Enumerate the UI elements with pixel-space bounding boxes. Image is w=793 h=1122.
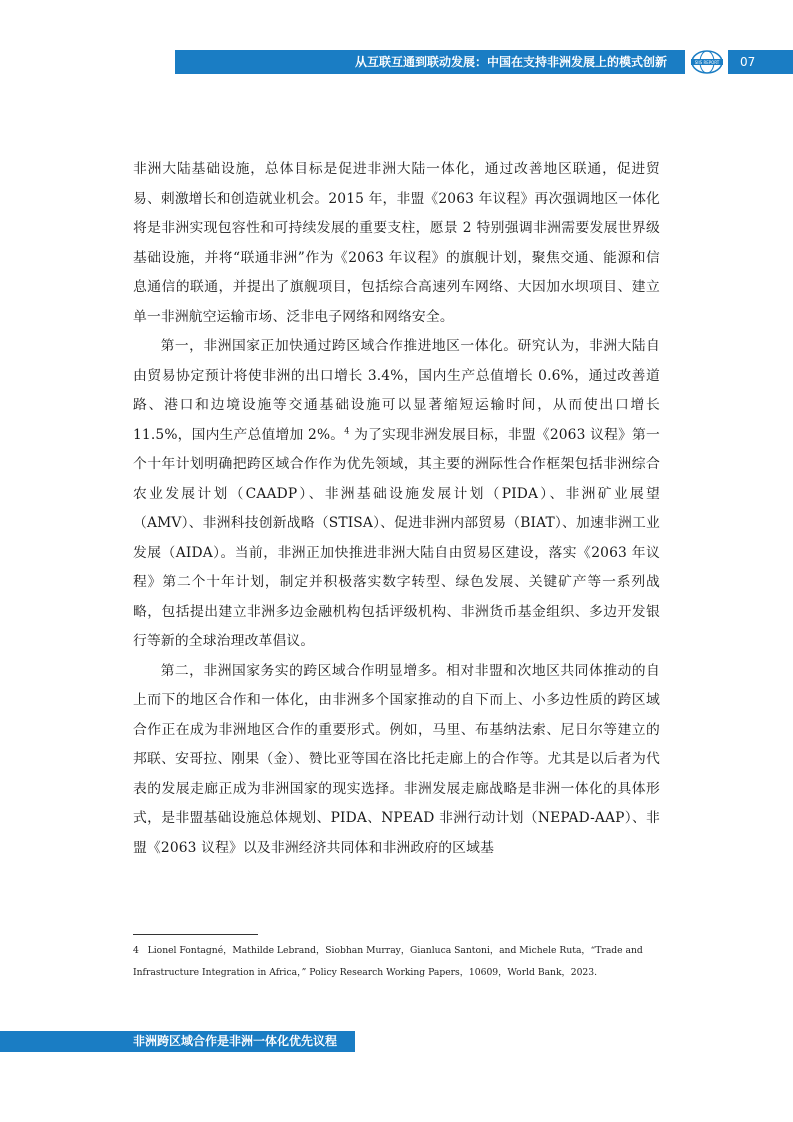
paragraph-1: 非洲大陆基础设施，总体目标是促进非洲大陆一体化，通过改善地区联通，促进贸易、刺激增长和创造就业机会。2015 年，非盟《2063 年议程》再次强调地区一体化将是非洲实现包容性和可持续发展的重要支柱，愿景 2 特别强调非洲需要发展世界级基础设施，并将“联通非洲”作为《2063 年议程》的旗舰计划，聚焦交通、能源和信息通信的联通，并提出了旗舰项目，包括综合高速列车网络、大因加水坝项目、建立单一非洲航空运输市场、泛非电子网络和网络安全。 — [133, 161, 660, 325]
main-content — [133, 155, 660, 863]
footnote — [133, 940, 660, 984]
siis-report-logo — [690, 50, 724, 74]
paragraph-3: 第二，非洲国家务实的跨区域合作明显增多。相对非盟和次地区共同体推动的自上而下的地区合作和一体化，由非洲多个国家推动的自下而上、小多边性质的跨区域合作正在成为非洲地区合作的重要形式。例如，马里、布基纳法索、尼日尔等建立的邦联、安哥拉、刚果（金）、赞比亚等国在洛比托走廊上的合作等。尤其是以后者为代表的发展走廊正成为非洲国家的现实选择。非洲发展走廊战略是非洲一体化的具体形式，是非盟基础设施总体规划、PIDA、NPEAD 非洲行动计划（NEPAD-AAP）、非盟《2063 议程》以及非洲经济共同体和非洲政府的区域基 — [133, 662, 660, 856]
footer-bar — [0, 1031, 355, 1052]
footnote-number: 4 — [133, 945, 139, 956]
footnote-divider — [133, 934, 258, 935]
header-title: 从互联互通到联动发展：中国在支持非洲发展上的模式创新 — [354, 55, 667, 69]
paragraph-2 — [133, 332, 660, 657]
footer-section-title: 非洲跨区域合作是非洲一体化优先议程 — [133, 1034, 338, 1048]
page-number-box — [728, 50, 793, 74]
footnote-ref: 4 — [344, 425, 350, 435]
logo-text: SIIS REPORT — [694, 60, 720, 65]
page-number: 07 — [740, 55, 756, 69]
header-bar — [175, 50, 685, 74]
paragraph-2-continued: 为了实现非洲发展目标，非盟《2063 议程》第一个十年计划明确把跨区域合作作为优先领域，其主要的洲际性合作框架包括非洲综合农业发展计划（CAADP）、非洲基础设施发展计划（PIDA）、非洲矿业展望（AMV）、非洲科技创新战略（STISA）、促进非洲内部贸易（BIAT）、加速非洲工业发展（AIDA）。当前，非洲正加快推进非洲大陆自由贸易区建设，落实《2063 年议程》第二个十年计划，制定并积极落实数字转型、绿色发展、关键矿产等一系列战略，包括提出建立非洲多边金融机构包括评级机构、非洲货币基金组织、多边开发银行等新的全球治理改革倡议。 — [133, 426, 660, 649]
footnote-text: Lionel Fontagné，Mathilde Lebrand，Siobhan Murray，Gianluca Santoni，and Michele Ruta，“Trade and Infrastructure Integration in Africa，” Policy Research Working Papers，10609，World Bank，2023. — [133, 945, 643, 978]
paragraph-2-text: 第一，非洲国家正加快通过跨区域合作推进地区一体化。研究认为，非洲大陆自由贸易协定预计将使非洲的出口增长 3.4%，国内生产总值增长 0.6%，通过改善道路、港口和边境设施等交通基础设施可以显著缩短运输时间，从而使出口增长 11.5%，国内生产总值增加 2%。 — [133, 338, 660, 443]
